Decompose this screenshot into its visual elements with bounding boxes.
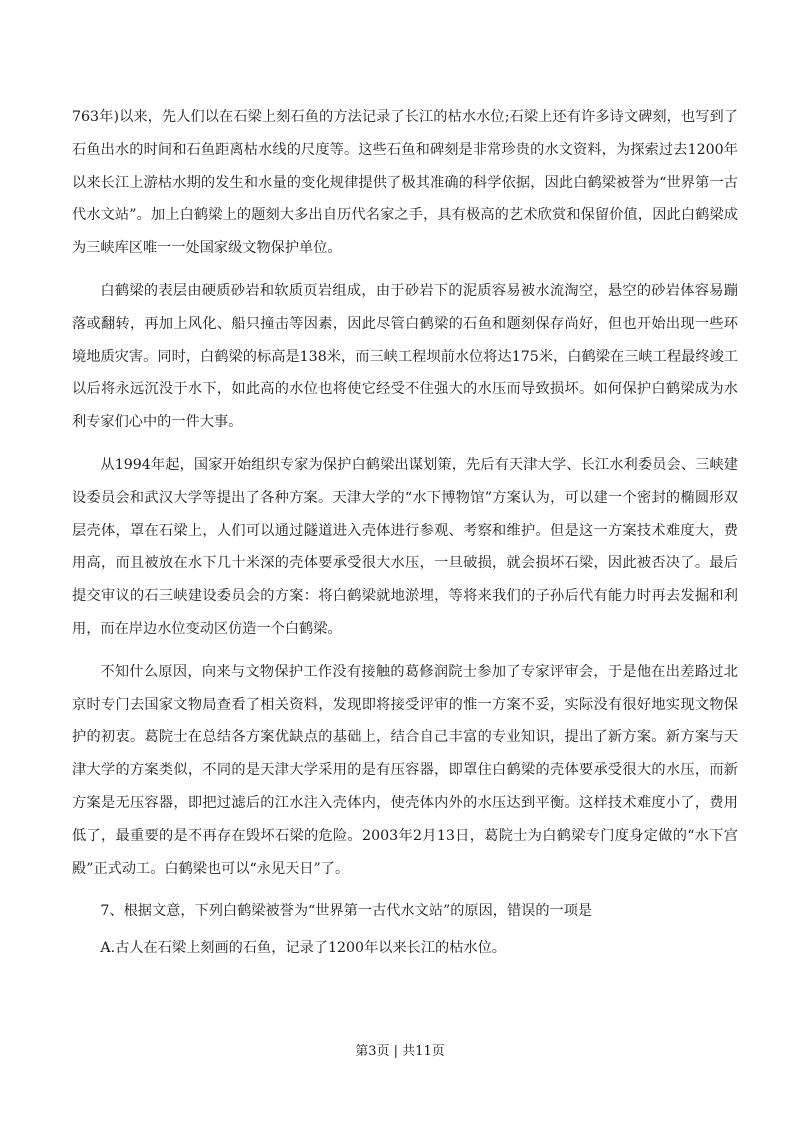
question-7: 7、根据文意，下列白鹤梁被誉为“世界第一古代水文站”的原因，错误的一项是 xyxy=(100,903,593,920)
paragraph-3: 从1994年起，国家开始组织专家为保护白鹤梁出谋划策，先后有天津大学、长江水利委员会、三峡建设委员会和武汉大学等提出了各种方案。天津大学的“水下博物馆”方案认为，可以建一个密封的椭圆形双层壳体，罩在石梁上，人们可以通过隧道进入壳体进行参观、考察和维护。但是这一方案技术难度大，费用高，而且被放在水下几十米深的壳体要承受很大水压，一旦破损，就会损坏石梁，因此被否决了。最后提交审议的石三峡建设委员会的方案：将白鹤梁就地淤埋，等将来我们的子孙后代有能力时再去发掘和利用，而在岸边水位变动区仿造一个白鹤梁。 xyxy=(72,456,738,637)
page-footer: 第3页 | 共11页 xyxy=(355,1044,445,1059)
article-body xyxy=(72,101,738,965)
paragraph-2: 白鹤梁的表层由硬质砂岩和软质页岩组成，由于砂岩下的泥质容易被水流淘空，悬空的砂岩体容易蹦落或翻转，再加上风化、船只撞击等因素，因此尽管白鹤梁的石鱼和题刻保存尚好，但也开始出现一些环境地质灾害。同时，白鹤梁的标高是138米，而三峡工程坝前水位将达175米，白鹤梁在三峡工程最终竣工以后将永远沉没于水下，如此高的水位也将使它经受不住强大的水压而导致损坏。如何保护白鹤梁成为水利专家们心中的一件大事。 xyxy=(72,282,738,431)
paragraph-4: 不知什么原因，向来与文物保护工作没有接触的葛修润院士参加了专家评审会，于是他在出差路过北京时专门去国家文物局查看了相关资料，发现即将接受评审的惟一方案不妥，实际没有很好地实现文物保护的初衷。葛院士在总结各方案优缺点的基础上，结合自己丰富的专业知识，提出了新方案。新方案与天津大学的方案类似，不同的是天津大学采用的是有压容器，即罩住白鹤梁的壳体要承受很大的水压，而新方案是无压容器，即把过滤后的江水注入壳体内，使壳体内外的水压达到平衡。这样技术难度小了，费用低了，最重要的是不再存在毁坏石梁的危险。2003年2月13日，葛院士为白鹤梁专门度身定做的“水下宫殿”正式动工。白鹤梁也可以“永见天日”了。 xyxy=(72,663,738,877)
paragraph-1: 763年)以来，先人们以在石梁上刻石鱼的方法记录了长江的枯水水位;石梁上还有许多诗文碑刻，也写到了石鱼出水的时间和石鱼距离枯水线的尺度等。这些石鱼和碑刻是非常珍贵的水文资料，为探索过去1200年以来长江上游枯水期的发生和水量的变化规律提供了极其准确的科学依据，因此白鹤梁被誉为“世界第一古代水文站”。加上白鹤梁上的题刻大多出自历代名家之手，具有极高的艺术欣赏和保留价值，因此白鹤梁成为三峡库区唯一一处国家级文物保护单位。 xyxy=(72,109,738,257)
option-a: A.古人在石梁上刻画的石鱼，记录了1200年以来长江的枯水位。 xyxy=(100,940,506,957)
